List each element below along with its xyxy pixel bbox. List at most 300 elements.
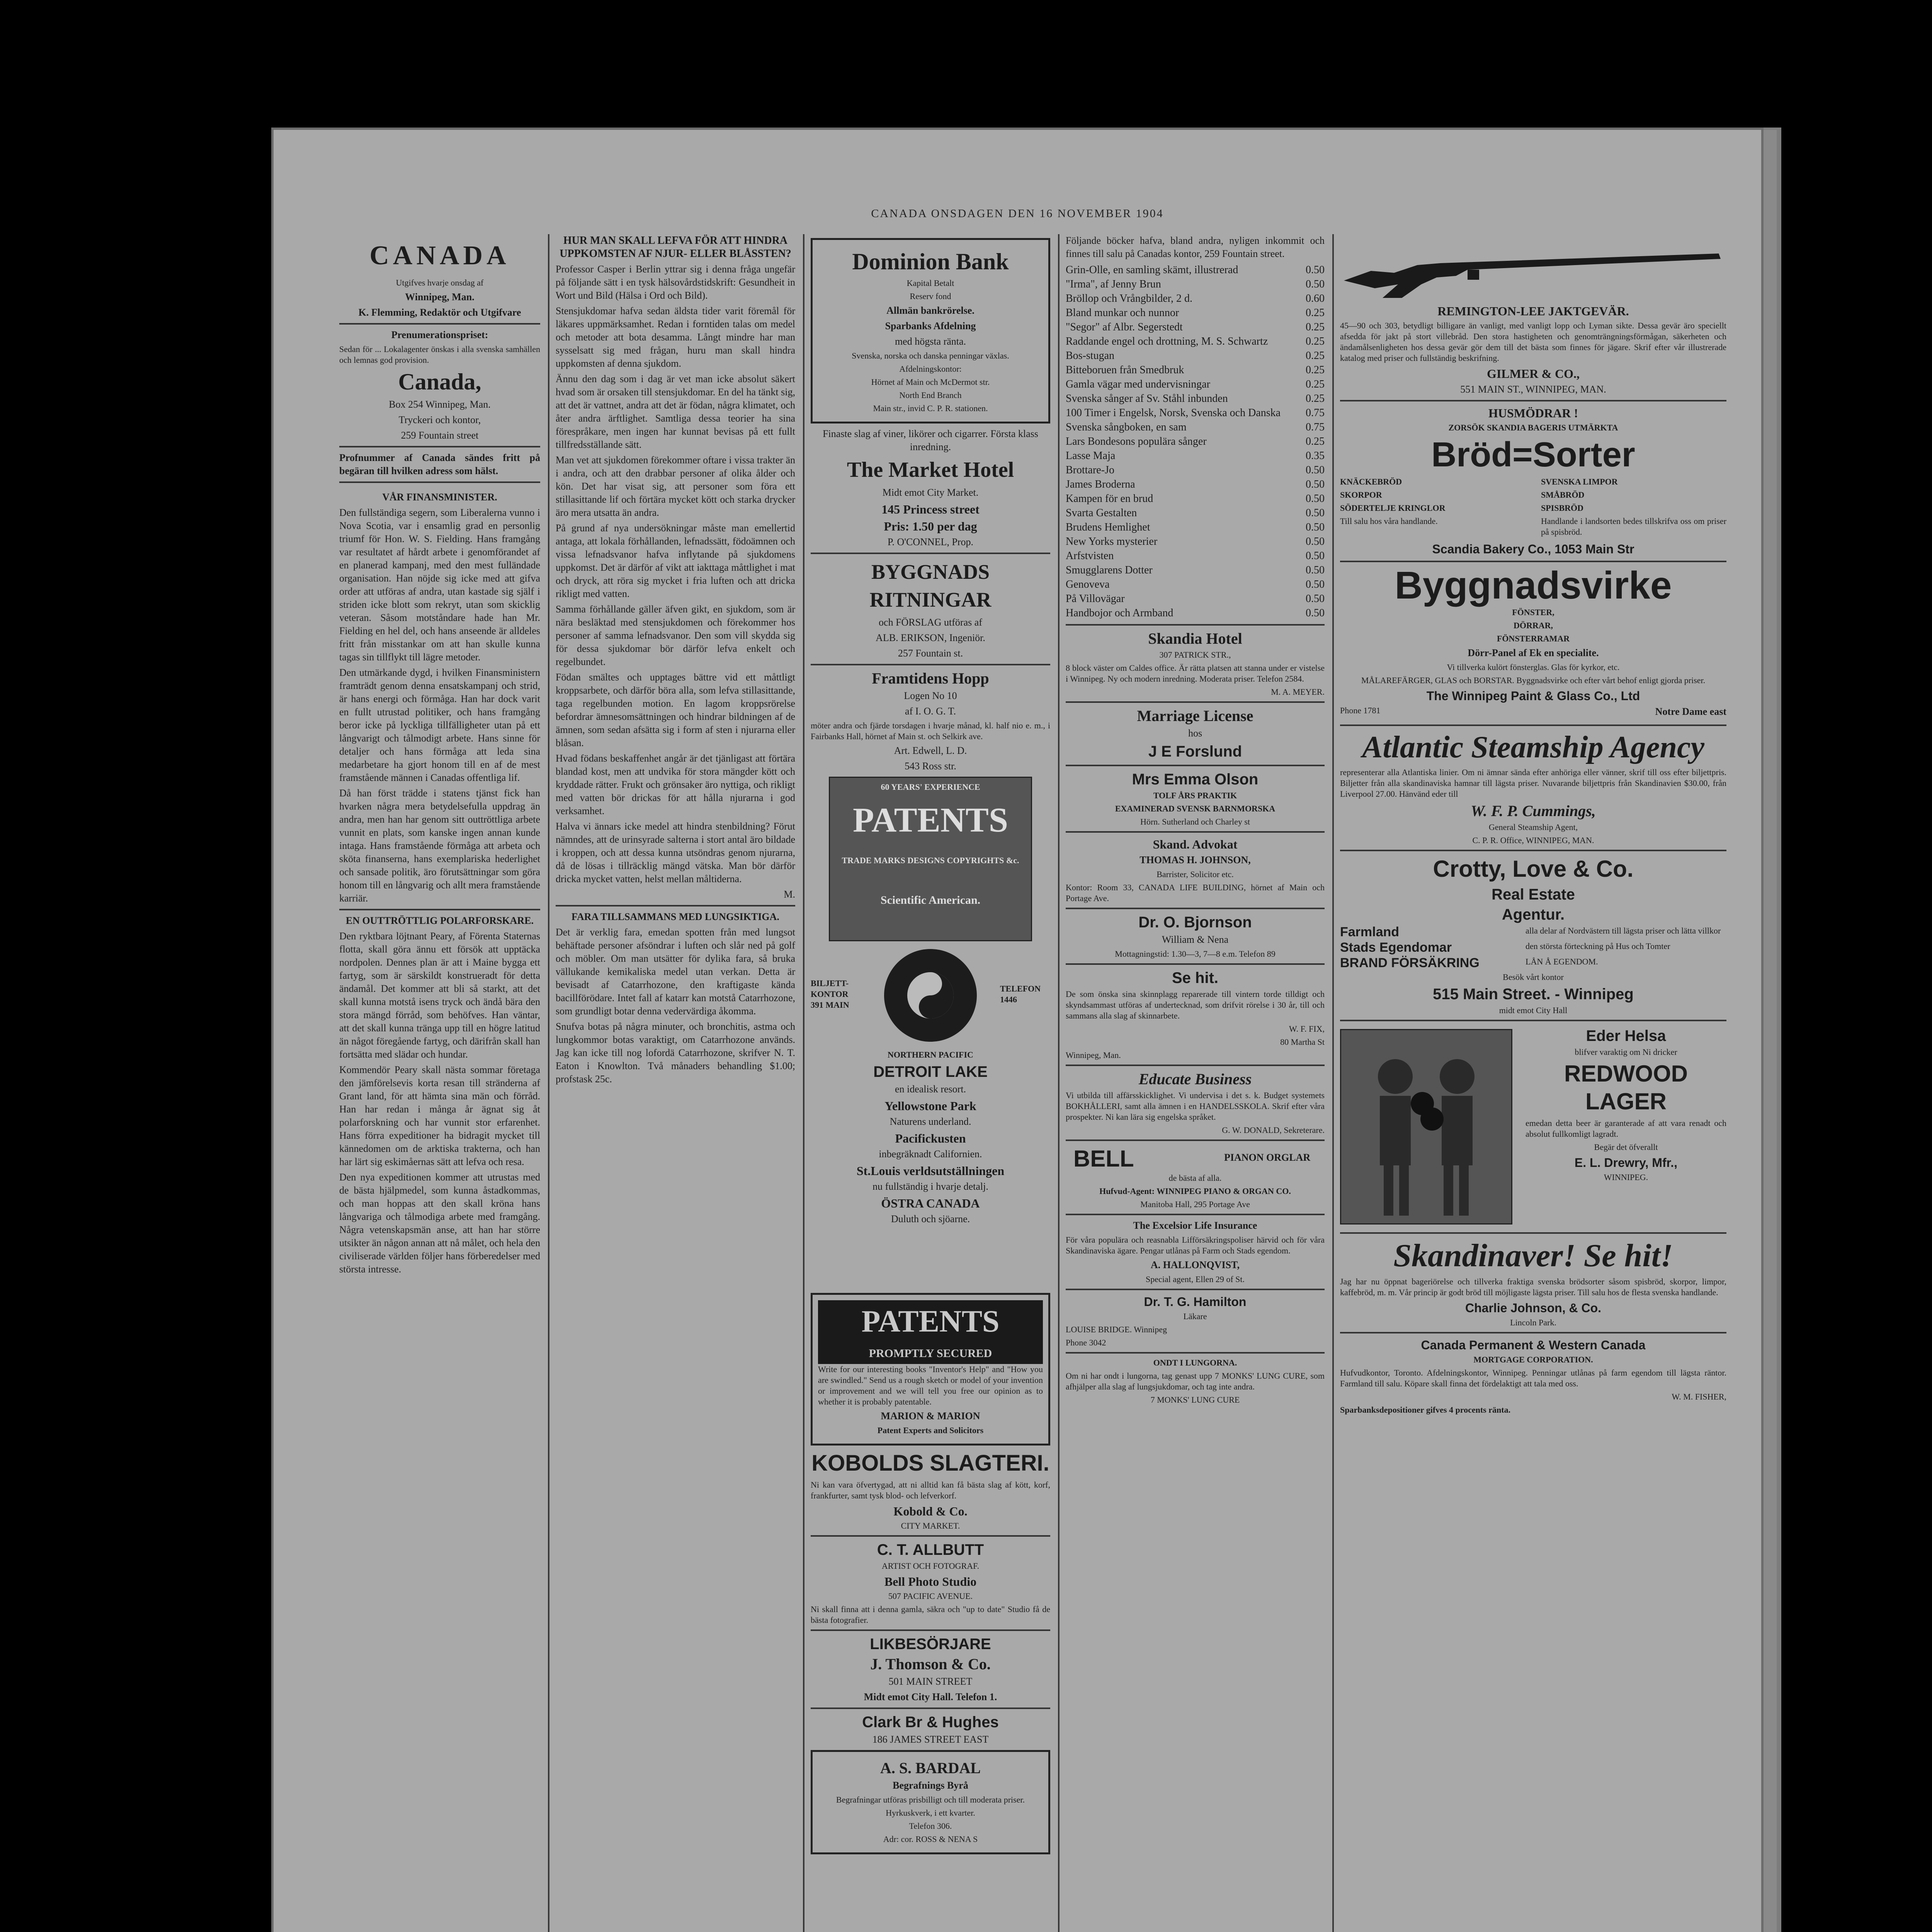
book-title: "Irma", af Jenny Brun [1066,278,1161,290]
column-5 [1340,234,1726,1932]
lung-text: Om ni har ondt i lungorna, tag genast upp 7 MONKS' LUNG CURE, som afhjälper alla slag af lungsjukdomar, och tag inte andra. [1066,1371,1325,1391]
book-title: Lars Bondesons populära sånger [1066,435,1207,447]
bell-sub: PIANON ORGLAR [1224,1152,1311,1163]
business-school-title: Educate Business [1138,1070,1252,1088]
book-title: Svarta Gestalten [1066,507,1137,519]
realestate-row [1340,925,1726,941]
book-title: Bröllop och Vrångbilder, 2 d. [1066,293,1192,304]
book-title: Kampen för en brud [1066,493,1153,505]
divider [811,553,1050,554]
book-row [1066,363,1325,377]
realestate-title: Crotty, Love & Co. [1433,856,1634,882]
scandinavian-bakery-text: Jag har nu öppnat bageriörelse och tillverka fraktiga svenska brödsorter såsom spisbröd, skorpor, limpor, kaffebröd, m. m. Vår princip är godt bröd till möjligaste lägsta priser. Till salu hos de flesta svenska handlande. [1340,1277,1726,1297]
divider [339,446,540,447]
lawyer-name: THOMAS H. JOHNSON, [1139,854,1251,866]
paper-edge [1761,128,1781,1932]
book-price: 0.50 [1306,578,1325,590]
skandia-line: 307 PATRICK STR., [1159,650,1231,660]
bread-item: SÖDERTELJE KRINGLOR [1340,503,1446,513]
lodge-line: af I. O. G. T. [905,706,956,717]
bell-ad [1066,1145,1325,1173]
divider [1066,624,1325,626]
book-title: Genoveva [1066,578,1110,590]
article-paragraph: Hvad födans beskaffenhet angår är det tjänligast att förtära blandad kost, men att undvika för stora mängder kött och kryddade rätter. Frukt och grönsaker äro nyttiga, och rikligt med vatten bör drickas för att hålla njurarna i god verksamhet. [556,753,795,816]
book-title: Svenska sångboken, en sam [1066,421,1187,433]
column-2 [556,234,795,1932]
column-rule [803,234,804,1932]
realestate-row [1340,956,1726,972]
price-header: Prenumerationspriset: [391,329,488,340]
bell-line: de bästa af alla. [1168,1173,1222,1183]
scandinavian-bakery-addr: Lincoln Park. [1510,1318,1556,1327]
midwife-line: EXAMINERAD SVENSK BARNMORSKA [1115,804,1276,813]
bread-item: SVENSKA LIMPOR [1541,477,1618,486]
book-price: 0.25 [1306,350,1325,362]
book-row [1066,492,1325,506]
furrier-title: Se hit. [1172,969,1219,986]
clark-addr: 186 JAMES STREET EAST [872,1734,989,1745]
divider [1066,1139,1325,1141]
steamship-title: Atlantic Steamship Agency [1362,730,1704,764]
bardal-line: Telefon 306. [909,1821,952,1831]
book-row [1066,463,1325,477]
allbutt-line: 507 PACIFIC AVENUE. [888,1591,973,1601]
dl-line: St.Louis verldsutställningen [856,1164,1005,1178]
book-row [1066,306,1325,320]
remington-addr: 551 MAIN ST., WINNIPEG, MAN. [1460,384,1606,395]
bardal-line: Begrafnings Byrå [893,1780,968,1791]
building-line: ALB. ERIKSON, Ingeniör. [876,632,985,643]
allbutt-line: ARTIST OCH FOTOGRAF. [881,1561,980,1571]
northern-pacific-logo-icon [880,945,981,1046]
bardal-title: A. S. BARDAL [880,1759,981,1777]
book-row [1066,406,1325,420]
redwood-order: Begär det öfverallt [1594,1142,1658,1152]
paper-title: CANADA [369,241,510,270]
patents-firm: MARION & MARION [881,1410,980,1422]
scandinavian-bakery-title: Skandinaver! Se hit! [1393,1238,1673,1274]
dl-line: Duluth och sjöarne. [891,1213,970,1225]
column-rule [1058,234,1060,1932]
hamilton-line: Phone 3042 [1066,1338,1106,1347]
address-box: Box 254 Winnipeg, Man. [389,399,491,410]
boxers-figures-icon [1341,1030,1511,1223]
scandinavian-bakery-firm: Charlie Johnson, & Co. [1465,1301,1602,1315]
realestate-row [1340,941,1726,956]
book-row [1066,506,1325,520]
bank-line: Hörnet af Main och McDermot str. [871,377,990,387]
bank-line: Afdelningskontor: [899,364,962,374]
price-text: Sedan för ... Lokalagenter önskas i alla svenska samhällen och lemnas god provision. [339,344,540,365]
book-price: 0.50 [1306,278,1325,290]
article-signature: M. [784,889,795,900]
bread-item: Till salu hos våra handlande. [1340,516,1438,526]
bell-line: Hufvud-Agent: WINNIPEG PIANO & ORGAN CO. [1099,1186,1291,1196]
article-paragraph: Den nya expeditionen kommer att utrustas med de bästa hjälpmedel, som kunna åstadkommas, och man hoppas att den skall kröna hans långvariga och tålmodiga arbete med framgång. Några vetenskapsmän anse, att han har större utsikter än någon annan att nå målet, och hela den civiliserade världen följer hans förberedelser med största intresse. [339,1172,540,1275]
northern-pacific-ad [811,945,1050,1046]
book-row [1066,534,1325,549]
kobold-text: Ni kan vara öfvertygad, att ni alltid kan få bästa slag af kött, korf, frankfurter, samt tysk blod- och lefverkorf. [811,1480,1050,1500]
book-price: 0.75 [1306,421,1325,433]
book-row [1066,263,1325,277]
mortgage-sub: MORTGAGE CORPORATION. [1473,1355,1593,1364]
article-paragraph: Samma förhållande gäller äfven gikt, en sjukdom, som är nära besläktad med stensjukdomen och förekommer hos personer af samma lefnadsvanor. Den som vill skydda sig för dessa sjukdomar bör därför lefva enkelt och regelbundet. [556,604,795,667]
lodge-title: Framtidens Hopp [872,670,989,687]
marriage-license-name: J E Forslund [1148,743,1242,760]
undertaker-title: LIKBESÖRJARE [870,1636,991,1653]
book-price: 0.50 [1306,478,1325,490]
divider [339,481,540,483]
lodge-line: Art. Edwell, L. D. [894,745,967,756]
dl-line: ÖSTRA CANADA [881,1196,980,1210]
article-paragraph: Den ryktbara löjtnant Peary, af Förenta Staternas flotta, skall göra ännu ett försök att upptäcka nordpolen. Dennes plan är att i Maine bygga ett fartyg, som är särskildt konstrueradt för detta ändamål. Det kommer att bli så starkt, att det skall kunna motstå isens tryck och ändå bära den stora mängd förråd, som behöfves. Han väntar, att det skall kunna tränga upp till en högre latitud än något föregående fartyg, och därifrån skall han fortsätta med slädar och hundar. [339,930,540,1060]
book-price: 0.50 [1306,464,1325,476]
skandia-line: M. A. MEYER. [1271,687,1325,697]
book-price: 0.50 [1306,264,1325,276]
clark-name: Clark Br & Hughes [862,1714,999,1731]
dl-line: en idealisk resort. [895,1083,966,1095]
redwood-title: REDWOOD LAGER [1564,1061,1688,1114]
article-title: VÅR FINANSMINISTER. [382,492,497,503]
bread-item: SKORPOR [1340,490,1382,500]
building-line: 257 Fountain st. [898,648,963,659]
furrier-sign: 80 Martha St [1280,1037,1325,1047]
divider [1066,963,1325,965]
book-price: 0.25 [1306,321,1325,333]
book-title: Lasse Maja [1066,450,1116,462]
divider [1340,1232,1726,1234]
book-price: 0.50 [1306,550,1325,562]
bank-line: Svenska, norska och danska penningar växlas. [852,351,1009,361]
book-row [1066,420,1325,434]
book-row [1066,577,1325,592]
lodge-line: möter andra och fjärde torsdagen i hvarje månad, kl. half nio e. m., i Fairbanks Hall, hörnet af Main st. och Selkirk ave. [811,721,1050,741]
divider [1066,765,1325,766]
sample-note: Profnummer af Canada sändes fritt på begäran till hvilken adress som hälst. [339,452,540,476]
patents-publication: Scientific American. [880,894,981,906]
building-title: BYGGNADS RITNINGAR [869,560,992,611]
lumber-line: FÖNSTER, [1512,607,1554,617]
steamship-line: General Steamship Agent, [1488,822,1578,832]
divider [1340,850,1726,851]
column-rule [1332,234,1334,1932]
remington-firm: GILMER & CO., [1487,367,1580,381]
hotel-intro: Finaste slag af viner, likörer och cigarrer. Första klass inredning. [823,428,1038,452]
bread-left [1340,476,1526,540]
bank-line: Kapital Betalt [906,278,954,288]
book-price: 0.50 [1306,607,1325,619]
book-title: Handbojor och Armband [1066,607,1173,619]
mortgage-foot: Sparbanksdepositioner gifves 4 procents ränta. [1340,1405,1511,1415]
lung-title: ONDT I LUNGORNA. [1153,1358,1237,1367]
bread-head: HUSMÖDRAR ! [1488,406,1578,420]
book-title: Raddande engel och drottning, M. S. Schwartz [1066,335,1268,347]
bardal-line: Hyrkuskverk, i ett kvarter. [886,1808,975,1818]
dl-line: nu fullständig i hvarje detalj. [872,1181,988,1192]
divider [811,1535,1050,1537]
realestate-sub: Real Estate [1492,886,1575,903]
article-paragraph: Man vet att sjukdomen förekommer oftare i vissa trakter än i andra, och att den drabbar personer af olika ålder och kön. Det har visat sig, att personer som föra ett stillasittande lif och förtära mycket kött och starka drycker äro mera utsatta än andra. [556,454,795,518]
undertaker-line: 501 MAIN STREET [888,1676,973,1687]
publisher-editor: K. Flemming, Redaktör och Utgifvare [358,307,521,318]
midwife-title: Mrs Emma Olson [1132,771,1259,788]
dl-line: Pacifickusten [895,1131,966,1145]
lumber-line: Vi tillverka kulört fönsterglas. Glas för kyrkor, etc. [1447,662,1620,672]
kobold-addr: CITY MARKET. [901,1521,960,1531]
divider [1340,1020,1726,1021]
realestate-desc: den största förteckning på Hus och Tomter [1526,941,1670,951]
divider [1066,701,1325,703]
article-title: EN OUTTRÖTTLIG POLARFORSKARE. [345,915,534,926]
book-price: 0.25 [1306,307,1325,319]
skandia-line: 8 block väster om Caldes office. Är rätta platsen att stanna under er vistelse i Winnipeg. Ny och modern inredning. Moderata priser. Telefon 2584. [1066,663,1325,684]
bread-lists [1340,476,1726,540]
book-title: 100 Timer i Engelsk, Norsk, Svenska och Danska [1066,407,1281,419]
book-list [1066,263,1325,620]
lumber-line: DÖRRAR, [1513,621,1553,630]
divider [811,1629,1050,1631]
steamship-text: representerar alla Atlantiska linier. Om ni ämnar sända efter anhöriga eller vänner, skrif till oss efter biljettpris. Biljetter från alla skandinaviska hamnar till lägsta priser. Nuvarande biljettpris från Skandinavien $30.00, från Liverpool 27.00. Hänvänd eder till [1340,767,1726,799]
book-price: 0.25 [1306,393,1325,405]
steamship-line: C. P. R. Office, WINNIPEG, MAN. [1472,835,1594,845]
article-paragraph: Halva vi ännars icke medel att hindra stenbildning? Förut nämndes, att de urinsyrade salterna i stort antal äro bildade i kroppen, och att dessa kunna utsöndras genom njurarna, då de lösas i tillräcklig mängd vätska. Man bör därför dricka mycket vatten, helst mellan måltiderna. [556,821,795,884]
undertaker-line: Midt emot City Hall. Telefon 1. [864,1691,997,1702]
hotel-line: 145 Princess street [881,502,980,516]
realestate-desc: alla delar af Nordvästern till lägsta priser och lätta villkor [1526,926,1721,935]
lumber-line: FÖNSTERRAMAR [1497,634,1570,643]
dominion-bank-ad [811,238,1050,423]
kobold-title: KOBOLDS SLAGTERI. [811,1451,1049,1476]
divider [1066,1352,1325,1354]
book-row [1066,592,1325,606]
book-row [1066,606,1325,620]
book-price: 0.50 [1306,536,1325,548]
book-price: 0.50 [1306,564,1325,576]
divider [1066,1065,1325,1066]
bank-line: Allmän bankrörelse. [886,305,975,316]
redwood-firm: E. L. Drewry, Mfr., [1574,1156,1678,1170]
divider [339,909,540,910]
lawyer-line: Barrister, Solicitor etc. [1156,869,1234,879]
mortgage-text: Hufvudkontor, Toronto. Afdelningskontor, Winnipeg. Penningar utlånas på farm egendom till lägsta räntor. Farmland till salu. Köpare skall finna det fördelaktigt att tala med oss. [1340,1368,1726,1388]
allbutt-line: Bell Photo Studio [884,1575,977,1588]
patents-ad-image [829,777,1032,941]
hamilton-title: Dr. T. G. Hamilton [1144,1295,1247,1309]
bank-line: Reserv fond [910,291,951,301]
lumber-phone: Phone 1781 [1340,706,1381,715]
divider [1340,561,1726,562]
marriage-license-title: Marriage License [1137,707,1253,724]
realestate-label: Stads Egendomar [1340,940,1452,955]
book-price: 0.50 [1306,493,1325,505]
insurance-title: The Excelsior Life Insurance [1133,1220,1257,1231]
book-price: 0.75 [1306,407,1325,419]
lung-foot: 7 MONKS' LUNG CURE [1150,1395,1240,1405]
lumber-line: Dörr-Panel af Ek en specialite. [1468,647,1599,658]
steamship-agent: W. F. P. Cummings, [1471,802,1596,820]
insurance-text: För våra populära och reasnabla Lifförsäkringspoliser härvid och för våra Skandinaviska ägare. Pengar utlånas på Farm och Stads egendom. [1066,1235,1325,1255]
book-title: Brottare-Jo [1066,464,1114,476]
article-title: FARA TILLSAMMANS MED LUNGSIKTIGA. [571,911,779,922]
book-title: På Villovägar [1066,593,1125,605]
book-price: 0.25 [1306,435,1325,447]
patents-experience: 60 YEARS' EXPERIENCE [881,782,980,792]
patents-heading: PATENTS [853,801,1008,839]
book-title: Svenska sånger af Sv. Ståhl inbunden [1066,393,1228,405]
np-phone: TELEFON 1446 [1000,984,1041,1004]
article-paragraph: På grund af nya undersökningar måste man emellertid antaga, att lokala förhållanden, lefnadssätt, födoämnen och vissa lefnadsvanor hafva inflytande på sjukdomens uppkomst. Det är därför af vikt att iakttaga måttlighet i mat och dryck, att röra sig mycket i fria luften och att dricka rikligt med vatten. [556,522,795,599]
bardal-line: Adr: cor. ROSS & NENA S [883,1834,978,1844]
dl-line: Yellowstone Park [884,1099,976,1113]
midwife-line: Hörn. Sutherland och Charley st [1140,817,1250,827]
book-title: Arfstvisten [1066,550,1114,562]
remington-text: 45—90 och 303, betydligt billigare än vanligt, med vanligt lopp och Lyman sikte. Dessa gevär äro speciellt afsedda för jakt på stort villebråd. Den stora hastigheten och genomträngningsförmågan, säkerheten och ändamålsenligheten hos dessa gevär gör dem till det bästa som finnes för jägare. Skrif efter vår illustrerade katalog med priser och fullständig beskrifning. [1340,321,1726,363]
address-street: 259 Fountain street [401,430,479,441]
book-row [1066,277,1325,291]
book-title: Grin-Olle, en samling skämt, illustrerad [1066,264,1238,276]
hamilton-line: LOUISE BRIDGE. Winnipeg [1066,1325,1167,1334]
realestate-label: BRAND FÖRSÄKRING [1340,956,1480,970]
bank-line: North End Branch [899,390,962,400]
book-row [1066,549,1325,563]
book-title: Bland munkar och nunnor [1066,307,1179,319]
bank-line: Sparbanks Afdelning [885,320,976,332]
furrier-sign: Winnipeg, Man. [1066,1050,1121,1060]
book-title: New Yorks mysterier [1066,536,1158,548]
article-paragraph: Det är verklig fara, emedan spotten från med lungsot behäftade personer afsöndrar i luften och slår ned på golf och möbler. Om man utsätter för dylika fara, så bruka vällukande kemikaliska medel utan verkan. Detta är bevisadt af Catarrhozone, den kraftigaste kända bacillförödare. Intet fall af katarr kan motstå Catarrhozone, som grundligt botar denna vedervärdiga åkomma. [556,927,795,1017]
book-title: Bos-stugan [1066,350,1114,362]
book-row [1066,434,1325,449]
business-school-text: Vi utbilda till affärsskicklighet. Vi undervisa i det s. k. Budget systemets BOKHÅLLERI, samt alla ämnen i en HANDELSSKOLA. Skrif efter våra prospekter. Ni kan lära sig engelska språket. [1066,1090,1325,1122]
book-price: 0.25 [1306,364,1325,376]
column-rule [548,234,549,1932]
book-title: "Segor" af Albr. Segerstedt [1066,321,1183,333]
patents-text: Write for our interesting books "Inventor's Help" and "How you are swindled." Send us a rough sketch or model of your invention or improvement and we will tell you free our opinion as to whether it is probably patentable. [818,1364,1043,1406]
lumber-line: MÅLAREFÄRGER, GLAS och BORSTAR. Byggnadsvirke och efter vårt behof enligt gjorda priser. [1361,675,1706,685]
book-title: Gamla vägar med undervisningar [1066,378,1210,390]
divider [556,905,795,906]
lumber-addr: Notre Dame east [1655,706,1726,717]
book-row [1066,320,1325,334]
realestate-sub: Agentur. [1502,906,1565,923]
bank-name: Dominion Bank [852,249,1009,274]
rifle-icon [1340,234,1726,300]
bardal-ad [811,1750,1050,1854]
marriage-license-sub: hos [1188,728,1202,739]
realestate-rows [1340,925,1726,972]
hotel-line: P. O'CONNEL, Prop. [887,536,974,548]
redwood-text [1526,1025,1726,1228]
bardal-line: Begrafningar utföras prisbilligt och till moderata priser. [836,1795,1025,1804]
patents-promptly-ad [811,1293,1050,1446]
doctor-line: Mottagningstid: 1.30—3, 7—8 e.m. Telefon 89 [1115,949,1276,959]
book-row [1066,334,1325,349]
hotel-line: Midt emot City Market. [882,487,979,498]
lumber-title: Byggnadsvirke [1395,564,1672,607]
allbutt-line: Ni skall finna att i denna gamla, säkra och "up to date" Studio få de bästa fotografier. [811,1604,1050,1625]
lumber-footer [1340,705,1726,721]
insurance-agent-sub: Special agent, Ellen 29 of St. [1146,1274,1245,1284]
article-paragraph: Kommendör Peary skall nästa sommar företaga den jämförelsevis korta resan till stränderna af Grant land, för att hämta sina män och förråd. Han har redan i många år ägnat sig åt polarforskning och har vunnit stor erfarenhet. Hans förra expeditioner ha bidragit mycket till kännedomen om de arktiska trakterna, och han har lärt sig eskimåernas sätt att lefva och resa. [339,1064,540,1167]
book-title: Bitteboruen från Smedbruk [1066,364,1184,376]
redwood-ad [1340,1025,1726,1228]
furrier-sign: W. F. FIX, [1289,1024,1325,1034]
book-price: 0.50 [1306,507,1325,519]
book-row [1066,291,1325,306]
bread-right [1541,476,1726,540]
realestate-visit: Besök vårt kontor [1503,972,1564,982]
bread-item: Handlande i landsorten bedes tillskrifva oss om priser på spisbröd. [1541,516,1726,537]
book-row [1066,391,1325,406]
divider [1066,1214,1325,1215]
column-4 [1066,234,1325,1932]
doctor-title: Dr. O. Bjornson [1138,914,1252,931]
business-school-sign: G. W. DONALD, Sekreterare. [1222,1125,1325,1135]
address-office: Tryckeri och kontor, [398,414,481,425]
bakery-firm: Scandia Bakery Co., 1053 Main Str [1432,542,1634,556]
book-title: Brudens Hemlighet [1066,521,1150,533]
book-price: 0.25 [1306,378,1325,390]
book-row [1066,520,1325,534]
book-title: James Broderna [1066,478,1135,490]
book-row [1066,449,1325,463]
book-price: 0.60 [1306,293,1325,304]
article-paragraph: Den fullständiga segern, som Liberalerna vunno i Nova Scotia, var i ensamlig grad en personlig triumf för Hon. W. S. Fielding. Hans framgång var resultatet af hårdt arbete i genomförandet af en planerad kampanj, med den mest fulländade organisation. Han nöjde sig icke med att gifva order att utföras af andra, utan kastade sig själf i striden icke blott som rekryt, utan som skicklig veteran. Såsom motståndare hade han Mr. Fielding en hel del, och hans anseende är alldeles fritt från misstankar om att han skulle kunna tagas sin tillflykt till lägre metoder. [339,507,540,663]
hamilton-line: Läkare [1183,1311,1207,1321]
book-price: 0.50 [1306,521,1325,533]
divider [811,664,1050,665]
address-name: Canada, [398,369,481,395]
mortgage-title: Canada Permanent & Western Canada [1421,1338,1646,1352]
midwife-line: TOLF ÅRS PRAKTIK [1153,791,1237,800]
bread-item: SPISBRÖD [1541,503,1584,513]
publisher-line: Utgifves hvarje onsdag af [396,278,484,287]
article-paragraph: Stensjukdomar hafva sedan äldsta tider varit föremål för läkares uppmärksamhet. Redan i forntiden talas om medel och metoder att bota desamma. Långt mindre har man sysselsatt sig med frågan, huru man skall hindra uppkomsten af denna sjukdom. [556,305,795,369]
article-paragraph: Födan smältes och upptages bättre vid ett måttligt kroppsarbete, och därför böra alla, som lefva stillasittande, taga regelbunden motion. En lagom kroppsrörelse befordrar ämnesomsättningen och hindrar bildningen af de ämnen, som sedan afsätta sig i form af sten i njurarna eller blåsan. [556,672,795,748]
divider [1066,908,1325,909]
redwood-desc: emedan detta beer är garanterade af att vara renadt och absolut fullkomligt lagradt. [1526,1118,1726,1139]
dl-line: Naturens underland. [889,1116,971,1127]
redwood-city: WINNIPEG. [1604,1172,1648,1182]
lawyer-title: Skand. Advokat [1153,837,1238,851]
book-row [1066,349,1325,363]
divider [811,1708,1050,1709]
book-price: 0.50 [1306,593,1325,605]
doctor-line: William & Nena [1162,934,1229,945]
undertaker-name: J. Thomson & Co. [870,1655,991,1673]
divider [1340,400,1726,401]
patents-trademarks: TRADE MARKS DESIGNS COPYRIGHTS &c. [842,855,1019,865]
hotel-line: Pris: 1.50 per dag [884,519,977,533]
publisher-city: Winnipeg, Man. [405,291,474,303]
boxers-illustration-icon [1340,1029,1512,1225]
book-row [1066,563,1325,577]
detroit-lake-title: DETROIT LAKE [873,1063,988,1080]
books-intro: Följande böcker hafva, bland andra, nyligen inkommit och finnes till salu på Canadas kontor, 259 Fountain street. [1066,235,1325,259]
column-1 [339,234,540,1932]
article-paragraph: Då han först trädde i statens tjänst fick han hvarken några mera betydelsefulla uppdrag än andra, men han har genom sitt outtröttliga arbete vunnit en plats, som kanske ingen annan kunde intaga. Hans framstående förmåga att arbeta och sköta finanserna, hans exemplariska hederlighet och sansade politik, äro förutsättningar som göra honom till en långvarig och allt mera framstående karriär. [339,787,540,904]
allbutt-title: C. T. ALLBUTT [877,1541,984,1558]
insurance-agent: A. HALLONQVIST, [1151,1259,1240,1270]
book-price: 0.35 [1306,450,1325,462]
bread-item: KNÄCKEBRÖD [1340,477,1402,486]
bread-item: SMÅBRÖD [1541,490,1585,500]
remington-title: REMINGTON-LEE JAKTGEVÄR. [1437,304,1629,318]
article-paragraph: Ännu den dag som i dag är vet man icke absolut säkert hvad som är orsaken till stensjukdomar. En del ha tänkt sig, att det är vattnet, andra att det är födan, några klimatet, och åter andra ärftlighet. Samtliga dessa teorier ha sina förespråkare, men ingen har kunnat bevisas på ett fullt tillfredsställande sätt. [556,373,795,450]
redwood-head: Eder Helsa [1586,1027,1666,1044]
bread-sub: ZORSÖK SKANDIA BAGERIS UTMÄRKTA [1448,423,1618,432]
realestate-label: Farmland [1340,925,1400,939]
